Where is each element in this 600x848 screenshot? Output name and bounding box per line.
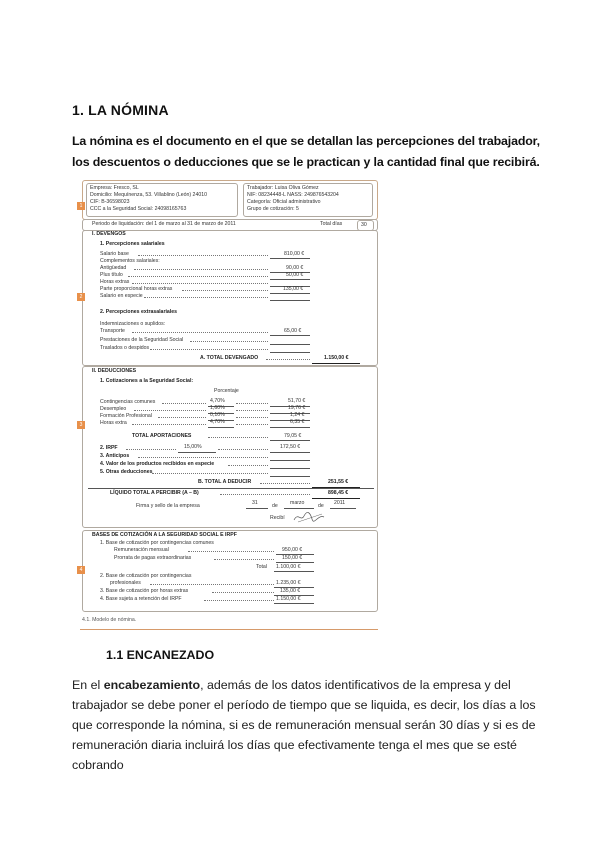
total-deducir-value: 251,55 €: [328, 479, 349, 485]
percep-salariales: 1. Percepciones salariales: [100, 241, 165, 247]
row-label: Contingencias comunes: [100, 399, 156, 405]
row-label: Traslados o despidos: [100, 345, 150, 351]
body-line-5: cobrando: [72, 758, 124, 772]
total-days-label: Total días: [320, 221, 343, 227]
devengos-heading: I. DEVENGOS: [92, 231, 126, 237]
row-value: 135,00 €: [280, 588, 301, 594]
liquido-value: 898,45 €: [328, 490, 349, 496]
marker-badge: 4: [77, 566, 85, 574]
body-line-2: trabajador se debe poner el período de tiempo que se liquida, es decir, los días a los: [72, 698, 536, 712]
row-value: 150,00 €: [282, 555, 303, 561]
row-label: Salario base: [100, 251, 129, 257]
row-label: Plus título: [100, 272, 123, 278]
row-value: 1.235,00 €: [276, 580, 301, 586]
cotizaciones: 1. Cotizaciones a la Seguridad Social:: [100, 378, 194, 384]
recibi-label: Recibí: [270, 515, 285, 521]
row-percent: 4,70%: [210, 398, 225, 404]
body-text: , además de los datos identificativos de la empresa y del: [200, 678, 511, 692]
row-value: 51,70 €: [288, 398, 306, 404]
row-label: Indemnizaciones o suplidos:: [100, 321, 166, 327]
worker-line: Grupo de cotización: 5: [247, 206, 299, 212]
total-deducir: B. TOTAL A DEDUCIR: [198, 479, 252, 485]
row-label: Formación Profesional: [100, 413, 152, 419]
caption-rule: [80, 629, 378, 630]
row-label: Horas extra: [100, 420, 127, 426]
percep-extra: 2. Percepciones extrasalariales: [100, 309, 177, 315]
firma-dia: 31: [252, 500, 258, 506]
row-value: 810,00 €: [284, 251, 305, 257]
page-title: 1. LA NÓMINA: [72, 102, 169, 118]
total-devengado-value: 1.150,00 €: [324, 355, 349, 361]
row-label: Total: [256, 564, 267, 570]
row-label: Salario en especie: [100, 293, 143, 299]
worker-line: NIF: 08234448-L NASS: 249876543204: [247, 192, 339, 198]
firma-anio: 2011: [334, 500, 346, 506]
row-value: 1.150,00 €: [276, 596, 301, 602]
marker-badge: 1: [77, 202, 85, 210]
row-value: 65,00 €: [284, 328, 302, 334]
row-value: 90,00 €: [286, 265, 304, 271]
marker-badge: 3: [77, 421, 85, 429]
worker-line: Trabajador: Luisa Oliva Gómez: [247, 185, 319, 191]
row-label: 2. Base de cotización por contingencias: [100, 573, 192, 579]
firma-label: Firma y sello de la empresa: [136, 503, 200, 509]
body-line-1: [72, 678, 511, 692]
row-value: 79,05 €: [284, 433, 302, 439]
company-line: CCC a la Seguridad Social: 24098165763: [90, 206, 187, 212]
total-days-value: 30: [361, 222, 367, 228]
deducciones-heading: II. DEDUCCIONES: [92, 368, 137, 374]
firma-de: de: [318, 503, 324, 509]
figure-caption: 4.1. Modelo de nómina.: [82, 617, 137, 623]
period-text: Periodo de liquidación: del 1 de marzo al 31 de marzo de 2011: [92, 221, 236, 227]
row-label: Desempleo: [100, 406, 127, 412]
firma-mes: marzo: [290, 500, 305, 506]
body-line-4: remuneración diaria incluirá los días que efectivamente tenga el mes que se esté: [72, 738, 517, 752]
row-label: 4. Valor de los productos recibidos en especie: [100, 461, 215, 467]
row-label: Prorrata de pagas extraordinarias: [114, 555, 192, 561]
row-value: 1,24 €: [290, 412, 305, 418]
liquido-label: LÍQUIDO TOTAL A PERCIBIR (A – B): [110, 490, 199, 496]
row-value: 6,35 €: [290, 419, 305, 425]
row-label: 3. Anticipos: [100, 453, 130, 459]
bases-heading: BASES DE COTIZACIÓN A LA SEGURIDAD SOCIAL E IRPF: [92, 532, 237, 538]
porcentaje-label: Porcentaje: [214, 388, 239, 394]
firma-de: de: [272, 503, 278, 509]
row-value: 172,50 €: [280, 444, 301, 450]
irpf-label: 2. IRPF: [100, 445, 118, 451]
row-label: 1. Base de cotización por contingencias comunes: [100, 540, 214, 546]
marker-badge: 2: [77, 293, 85, 301]
body-line-3: que corresponde la nómina, si es de remuneración mensual serán 30 días y si es de: [72, 718, 536, 732]
signature-icon: [292, 510, 326, 524]
row-label: Transporte: [100, 328, 125, 334]
row-value: 1.100,00 €: [276, 564, 301, 570]
company-line: Domicilio: Mequínenza, 53. Villablino (León) 24010: [90, 192, 207, 198]
section-heading: 1.1 ENCANEZADO: [106, 648, 215, 662]
row-percent: 4,70%: [210, 419, 225, 425]
total-aportaciones: TOTAL APORTACIONES: [132, 433, 192, 439]
row-label: profesionales: [110, 580, 141, 586]
row-label: Parte proporcional horas extras: [100, 286, 173, 292]
row-label: Complementos salariales:: [100, 258, 160, 264]
intro-line-2: los descuentos o deducciones que se le practican y la cantidad final que recibirá.: [72, 155, 540, 169]
row-label: Horas extras: [100, 279, 130, 285]
body-bold-term: encabezamiento: [103, 678, 201, 692]
row-label: 4. Base sujeta a retención del IRPF: [100, 596, 182, 602]
row-label: 3. Base de cotización por horas extras: [100, 588, 189, 594]
row-percent: 0,10%: [210, 412, 225, 418]
intro-line-1: La nómina es el documento en el que se detallan las percepciones del trabajador,: [72, 134, 540, 148]
row-value: 19,76 €: [288, 405, 306, 411]
row-value: 135,00 €: [283, 286, 304, 292]
body-text: En el: [72, 678, 104, 692]
row-value: 950,00 €: [282, 547, 303, 553]
total-devengado: A. TOTAL DEVENGADO: [200, 355, 259, 361]
worker-line: Categoría: Oficial administrativo: [247, 199, 321, 205]
row-percent: 1,60%: [210, 405, 225, 411]
company-line: CIF: B-36598023: [90, 199, 130, 205]
row-percent: 15,00%: [184, 444, 202, 450]
company-line: Empresa: Fresco, SL: [90, 185, 139, 191]
payslip-figure: [80, 180, 378, 630]
row-label: 5. Otras deducciones: [100, 469, 153, 475]
row-value: 50,00 €: [286, 272, 304, 278]
row-label: Remuneración mensual: [114, 547, 169, 553]
row-label: Prestaciones de la Seguridad Social: [100, 337, 184, 343]
row-label: Antigüedad: [100, 265, 127, 271]
